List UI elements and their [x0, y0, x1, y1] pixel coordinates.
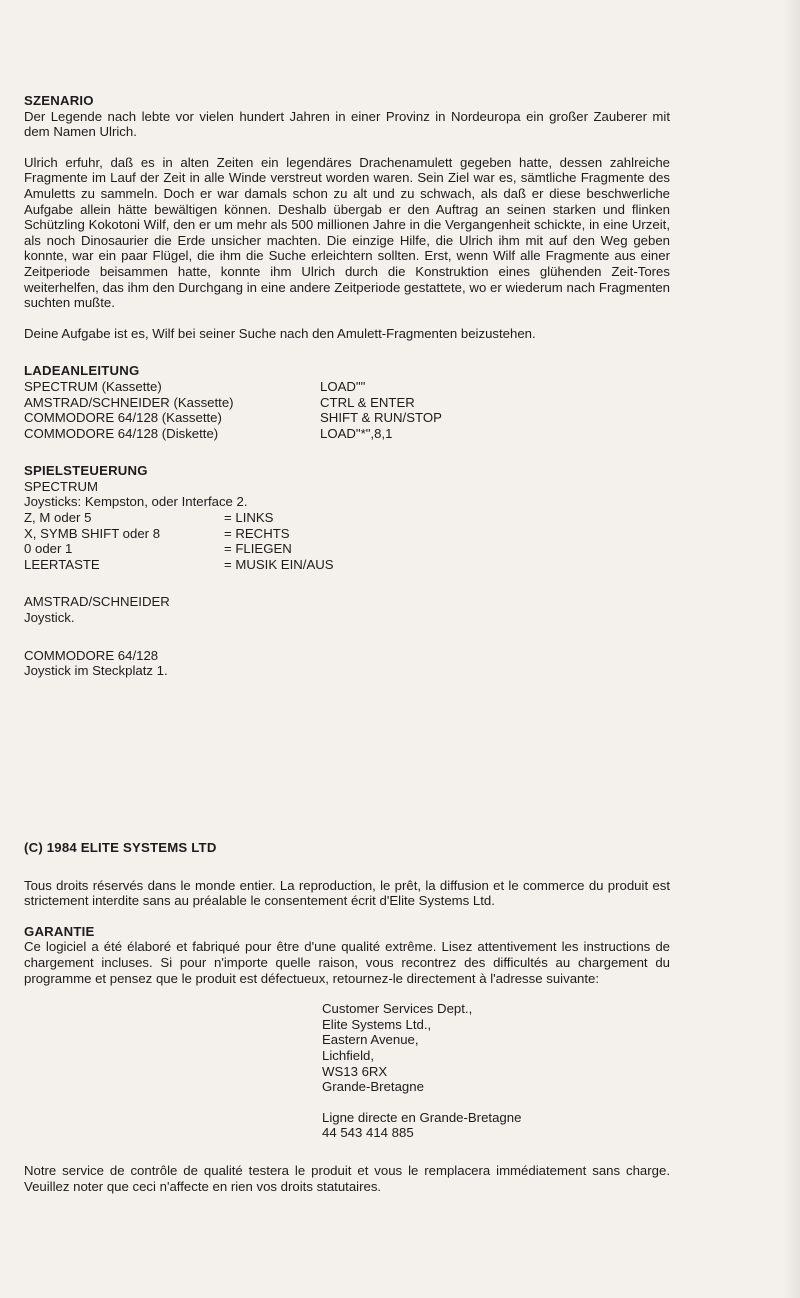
control-action: = RECHTS — [224, 525, 290, 541]
manual-page-upper — [24, 93, 670, 679]
rights-paragraph: Tous droits réservés dans le monde entier. La reproduction, le prêt, la diffusion et le commerce du produit est strictement interdite sans au préalable le consentement écrit d'Elite Systems Ltd. — [24, 877, 670, 909]
scenario-paragraph-3: Deine Aufgabe ist es, Wilf bei seiner Suche nach den Amulett-Fragmenten beizustehen. — [24, 325, 536, 341]
control-action: = LINKS — [224, 510, 274, 526]
loading-command: SHIFT & RUN/STOP — [320, 410, 442, 426]
scenario-paragraph-1: Der Legende nach lebte vor vielen hundert Jahren in einer Provinz in Nordeuropa ein großer Zauberer mit dem Namen Ulrich. — [24, 108, 670, 140]
scenario-heading: SZENARIO — [24, 93, 94, 108]
guarantee-paragraph: Ce logiciel a été élaboré et fabriqué pour être d'une qualité extrême. Lisez attentivement les instructions de chargement incluses. Si pour n'importe quelle raison, vous recontrez des difficultés au chargement du programme et pensez que le produit est défectueux, retournez-le directement à l'adresse suivante: — [24, 939, 670, 986]
spectrum-joysticks: Joysticks: Kempston, oder Interface 2. — [24, 494, 248, 510]
control-action: = MUSIK EIN/AUS — [224, 556, 334, 572]
control-key: Z, M oder 5 — [24, 510, 92, 526]
address-line: Lichfield, — [322, 1047, 375, 1063]
scenario-paragraph-2: Ulrich erfuhr, daß es in alten Zeiten ein legendäres Drachenamulett gegeben hatte, dessen zahlreiche Fragmente im Lauf der Zeit in alle Winde verstreut worden waren. Sein Ziel war es, sämtliche Fragmente des Amuletts zu sammeln. Doch er war damals schon zu alt und zu schwach, als daß er diese beschwerliche Aufgabe allein hätte bewältigen können. Deshalb übergab er den Auftrag an seinen starken und flinken Schützling Kokotoni Wilf, den er um mehr als 500 millionen Jahre in die Vergangenheit schickte, in eine Urzeit, als noch Dinosaurier die Erde unsicher machten. Die einzige Hilfe, die Ulrich ihm mit auf den Weg geben konnte, war ein paar Flügel, die ihm die Suche erleichtern sollten. Erst, wenn Wilf alle Fragmente aus einer Zeitperiode beisammen hatte, konnte ihm Ulrich durch die Konstruktion eines glühenden Zeit-Tores weiterhelfen, das ihm den Durchgang in eine andere Zeitperiode gestattete, wo er wiederum nach Fragmenten suchten mußte. — [24, 154, 670, 311]
page-edge-shadow — [782, 0, 800, 1298]
control-key: 0 oder 1 — [24, 541, 73, 557]
control-key: LEERTASTE — [24, 556, 100, 572]
address-line: Eastern Avenue, — [322, 1032, 419, 1048]
loading-heading: LADEANLEITUNG — [24, 363, 140, 379]
address-line: Customer Services Dept., — [322, 1001, 473, 1017]
guarantee-heading: GARANTIE — [24, 923, 95, 939]
loading-command: LOAD"*",8,1 — [320, 425, 393, 441]
commodore-joystick: Joystick im Steckplatz 1. — [24, 663, 168, 679]
amstrad-joystick: Joystick. — [24, 610, 75, 626]
amstrad-label: AMSTRAD/SCHNEIDER — [24, 594, 170, 610]
closing-paragraph: Notre service de contrôle de qualité testera le produit et vous le remplacera immédiatement sans charge. Veuillez noter que ceci n'affecte en rien vos droits statutaires. — [24, 1162, 670, 1194]
controls-heading: SPIELSTEUERUNG — [24, 463, 148, 479]
commodore-label: COMMODORE 64/128 — [24, 647, 159, 663]
address-line: Grande-Bretagne — [322, 1079, 424, 1095]
loading-command: LOAD"" — [320, 378, 366, 394]
control-key: X, SYMB SHIFT oder 8 — [24, 525, 161, 541]
phone-label: Ligne directe en Grande-Bretagne — [322, 1109, 522, 1125]
loading-table — [24, 379, 670, 441]
loading-system: COMMODORE 64/128 (Kassette) — [24, 410, 222, 426]
copyright-line: (C) 1984 ELITE SYSTEMS LTD — [24, 840, 217, 855]
address-block — [322, 1001, 670, 1141]
address-line: WS13 6RX — [322, 1063, 388, 1079]
phone-number: 44 543 414 885 — [322, 1125, 414, 1141]
control-action: = FLIEGEN — [224, 541, 292, 557]
spectrum-label: SPECTRUM — [24, 478, 98, 494]
loading-system: COMMODORE 64/128 (Diskette) — [24, 425, 219, 441]
loading-system: SPECTRUM (Kassette) — [24, 378, 162, 394]
address-line: Elite Systems Ltd., — [322, 1016, 432, 1032]
loading-system: AMSTRAD/SCHNEIDER (Kassette) — [24, 394, 234, 410]
loading-command: CTRL & ENTER — [320, 394, 415, 410]
key-table — [24, 510, 670, 572]
manual-page-lower — [24, 840, 670, 1194]
